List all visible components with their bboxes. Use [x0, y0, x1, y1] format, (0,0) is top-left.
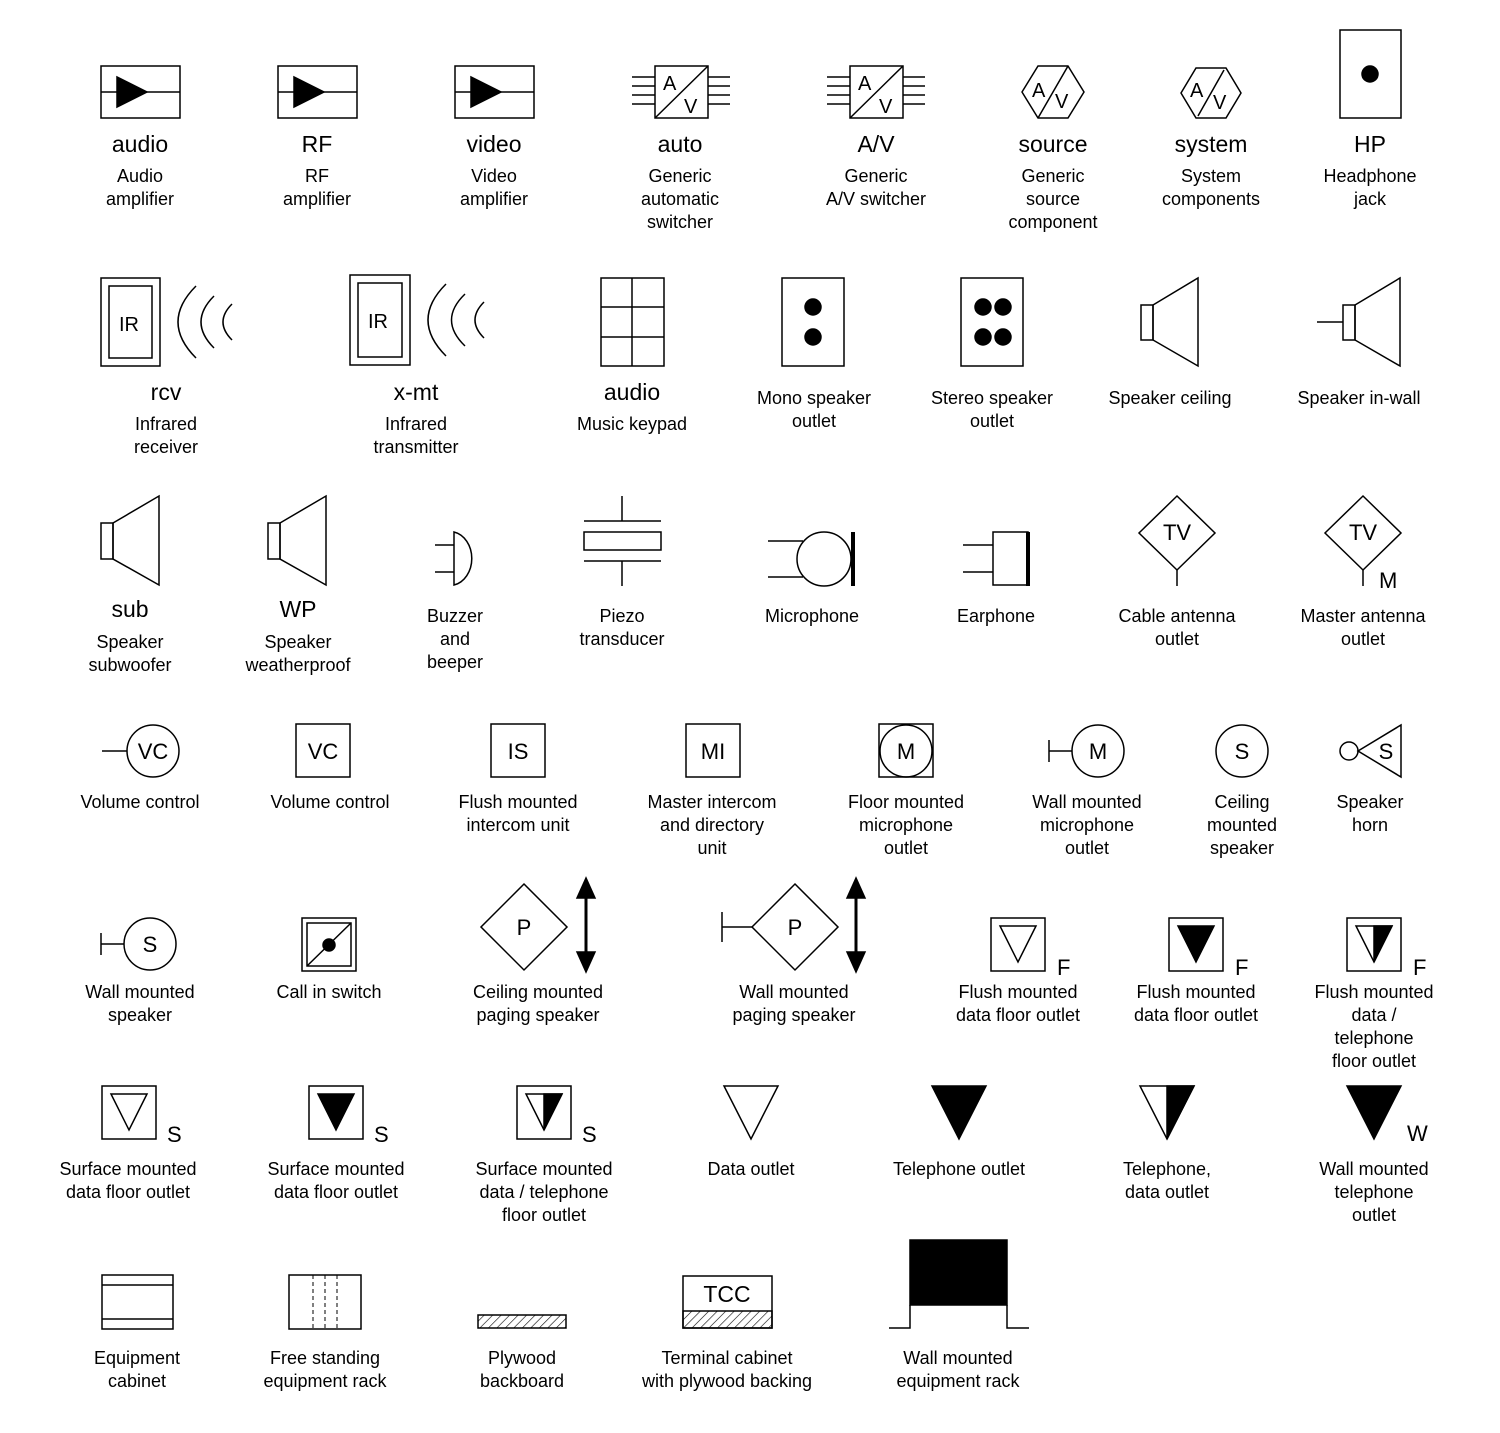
av-switcher-label: Generic A/V switcher [825, 166, 927, 209]
rf-amplifier-icon [278, 66, 357, 118]
floor-microphone-outlet-icon [879, 724, 933, 777]
speaker-weatherproof-tag: WP [279, 596, 317, 622]
audio-amplifier-tag: audio [111, 131, 169, 157]
speaker-subwoofer-icon [101, 496, 159, 585]
wall-paging-speaker-icon [722, 878, 865, 972]
speaker-ceiling-label: Speaker ceiling [1108, 388, 1232, 408]
f-glyph: F [1057, 955, 1071, 980]
s-glyph: S [167, 1122, 182, 1147]
telephone-data-outlet-label: Telephone, data outlet [1122, 1159, 1212, 1202]
tv-glyph: TV [1348, 520, 1378, 545]
volume-control-square-icon [296, 724, 350, 777]
volume-control-round-icon [102, 725, 179, 777]
speaker-horn-label: Speaker horn [1336, 792, 1404, 835]
system-components-tag: system [1174, 131, 1248, 157]
music-keypad-icon [601, 278, 664, 366]
mono-speaker-outlet-icon [782, 278, 844, 366]
video-amplifier-label: Video amplifier [459, 166, 529, 209]
speaker-horn-icon [1340, 725, 1401, 777]
buzzer-beeper-icon [435, 532, 472, 585]
data-outlet-label: Data outlet [707, 1159, 795, 1179]
flush-data-floor-outlet-filled-icon [1169, 918, 1248, 980]
flush-data-floor-outlet-open-label: Flush mounted data floor outlet [955, 982, 1081, 1025]
wall-equipment-rack-icon [889, 1240, 1029, 1328]
rf-amplifier-tag: RF [301, 131, 333, 157]
mono-speaker-outlet-label: Mono speaker outlet [756, 388, 872, 431]
av-a-glyph: A [858, 73, 872, 95]
system-components-icon [1181, 68, 1241, 118]
automatic-switcher-icon [632, 66, 730, 118]
rf-amplifier-label: RF amplifier [282, 166, 352, 209]
plywood-backboard-label: Plywood backboard [479, 1348, 565, 1391]
master-intercom-unit-icon [686, 724, 740, 777]
telephone-data-outlet-icon [1140, 1086, 1194, 1139]
call-in-switch-label: Call in switch [276, 982, 382, 1002]
buzzer-beeper-label: Buzzer and beeper [426, 606, 484, 672]
free-standing-rack-label: Free standing equipment rack [263, 1348, 387, 1391]
ceiling-speaker-label: Ceiling mounted speaker [1206, 792, 1278, 858]
m-glyph: M [896, 739, 916, 764]
av-a-glyph: A [1032, 80, 1046, 102]
data-outlet-icon [724, 1086, 778, 1139]
vc-glyph: VC [137, 739, 169, 764]
cable-antenna-outlet-icon [1139, 496, 1215, 586]
infrared-receiver-icon [101, 278, 232, 366]
wall-microphone-outlet-icon [1049, 725, 1124, 777]
source-component-icon [1022, 66, 1084, 118]
speaker-ceiling-icon [1141, 278, 1198, 366]
f-glyph: F [1413, 955, 1427, 980]
terminal-cabinet-label: Terminal cabinet with plywood backing [641, 1348, 813, 1391]
vc-glyph: VC [307, 739, 339, 764]
music-keypad-label: Music keypad [576, 414, 688, 434]
w-glyph: W [1407, 1121, 1428, 1146]
wall-equipment-rack-label: Wall mounted equipment rack [896, 1348, 1020, 1391]
headphone-jack-tag: HP [1354, 131, 1386, 157]
tcc-glyph: TCC [703, 1281, 751, 1307]
video-amplifier-tag: video [466, 131, 522, 157]
speaker-subwoofer-tag: sub [111, 596, 149, 622]
surface-data-telephone-floor-outlet-label: Surface mounted data / telephone floor outlet [475, 1159, 613, 1225]
s-glyph: S [142, 932, 158, 957]
av-switcher-tag: A/V [857, 131, 895, 157]
video-amplifier-icon [455, 66, 534, 118]
m-glyph: M [1088, 739, 1108, 764]
ceiling-speaker-icon [1216, 725, 1268, 777]
master-antenna-outlet-label: Master antenna outlet [1300, 606, 1426, 649]
speaker-weatherproof-label: Speaker weatherproof [245, 632, 351, 675]
piezo-transducer-icon [584, 496, 661, 586]
av-v-glyph: V [684, 96, 698, 118]
s-glyph: S [582, 1122, 597, 1147]
flush-intercom-unit-icon [491, 724, 545, 777]
infrared-transmitter-icon [350, 275, 484, 365]
stereo-speaker-outlet-icon [961, 278, 1023, 366]
earphone-icon [963, 532, 1028, 586]
surface-data-floor-outlet-open-label: Surface mounted data floor outlet [59, 1159, 197, 1202]
headphone-jack-icon [1340, 30, 1401, 118]
wall-telephone-outlet-icon [1347, 1086, 1428, 1146]
flush-data-telephone-floor-outlet-icon [1347, 918, 1426, 980]
ceiling-paging-speaker-icon [481, 878, 595, 972]
equipment-cabinet-icon [102, 1275, 173, 1329]
floor-microphone-outlet-label: Floor mounted microphone outlet [847, 792, 965, 858]
p-glyph: P [516, 915, 532, 940]
headphone-jack-label: Headphone jack [1323, 166, 1417, 209]
tv-glyph: TV [1162, 520, 1192, 545]
audio-amplifier-label: Audio amplifier [105, 166, 175, 209]
wall-telephone-outlet-label: Wall mounted telephone outlet [1319, 1159, 1429, 1225]
ir-glyph: IR [368, 311, 388, 333]
microphone-label: Microphone [764, 606, 860, 626]
infrared-receiver-label: Infrared receiver [133, 414, 199, 457]
source-component-tag: source [1018, 131, 1088, 157]
flush-data-telephone-floor-outlet-label: Flush mounted data / telephone floor outlet [1314, 982, 1434, 1071]
surface-data-floor-outlet-open-icon [102, 1086, 182, 1147]
automatic-switcher-tag: auto [657, 131, 703, 157]
av-v-glyph: V [1055, 91, 1069, 113]
flush-data-floor-outlet-open-icon [991, 918, 1070, 980]
free-standing-rack-icon [289, 1275, 361, 1329]
wall-speaker-icon [101, 918, 176, 970]
master-intercom-unit-label: Master intercom and directory unit [647, 792, 777, 858]
wall-paging-speaker-label: Wall mounted paging speaker [732, 982, 856, 1025]
infrared-transmitter-label: Infrared transmitter [373, 414, 459, 457]
f-glyph: F [1235, 955, 1249, 980]
plywood-backboard-icon [478, 1315, 566, 1328]
cable-antenna-outlet-label: Cable antenna outlet [1118, 606, 1236, 649]
flush-intercom-unit-label: Flush mounted intercom unit [458, 792, 578, 835]
surface-data-floor-outlet-filled-label: Surface mounted data floor outlet [267, 1159, 405, 1202]
infrared-receiver-tag: rcv [150, 379, 182, 405]
speaker-subwoofer-label: Speaker subwoofer [88, 632, 172, 675]
volume-control-round-label: Volume control [80, 792, 200, 812]
piezo-transducer-label: Piezo transducer [579, 606, 665, 649]
volume-control-square-label: Volume control [270, 792, 390, 812]
av-switcher-icon [827, 66, 925, 118]
speaker-in-wall-label: Speaker in-wall [1297, 388, 1421, 408]
audio-amplifier-icon [101, 66, 180, 118]
system-components-label: System components [1161, 166, 1261, 209]
av-v-glyph: V [1213, 92, 1227, 114]
wall-microphone-outlet-label: Wall mounted microphone outlet [1032, 792, 1142, 858]
flush-data-floor-outlet-filled-label: Flush mounted data floor outlet [1133, 982, 1259, 1025]
earphone-label: Earphone [956, 606, 1036, 626]
wall-speaker-label: Wall mounted speaker [85, 982, 195, 1025]
telephone-outlet-icon [932, 1086, 986, 1139]
is-glyph: IS [507, 739, 529, 764]
m-glyph: M [1379, 568, 1398, 593]
p-glyph: P [787, 915, 803, 940]
infrared-transmitter-tag: x-mt [393, 379, 439, 405]
speaker-weatherproof-icon [268, 496, 326, 585]
surface-data-telephone-floor-outlet-icon [517, 1086, 597, 1147]
av-a-glyph: A [1190, 80, 1204, 102]
ceiling-paging-speaker-label: Ceiling mounted paging speaker [472, 982, 604, 1025]
stereo-speaker-outlet-label: Stereo speaker outlet [930, 388, 1054, 431]
av-a-glyph: A [663, 73, 677, 95]
telephone-outlet-label: Telephone outlet [892, 1159, 1026, 1179]
surface-data-floor-outlet-filled-icon [309, 1086, 389, 1147]
av-v-glyph: V [879, 96, 893, 118]
automatic-switcher-label: Generic automatic switcher [640, 166, 720, 232]
s-glyph: S [374, 1122, 389, 1147]
mi-glyph: MI [700, 739, 726, 764]
microphone-icon [768, 532, 853, 586]
call-in-switch-icon [302, 918, 356, 971]
terminal-cabinet-icon [683, 1276, 772, 1328]
s-glyph: S [1378, 739, 1394, 764]
source-component-label: Generic source component [1008, 166, 1098, 232]
speaker-in-wall-icon [1317, 278, 1400, 366]
equipment-cabinet-label: Equipment cabinet [93, 1348, 181, 1391]
master-antenna-outlet-icon [1325, 496, 1401, 593]
music-keypad-tag: audio [603, 379, 661, 405]
s-glyph: S [1234, 739, 1250, 764]
ir-glyph: IR [119, 314, 139, 336]
